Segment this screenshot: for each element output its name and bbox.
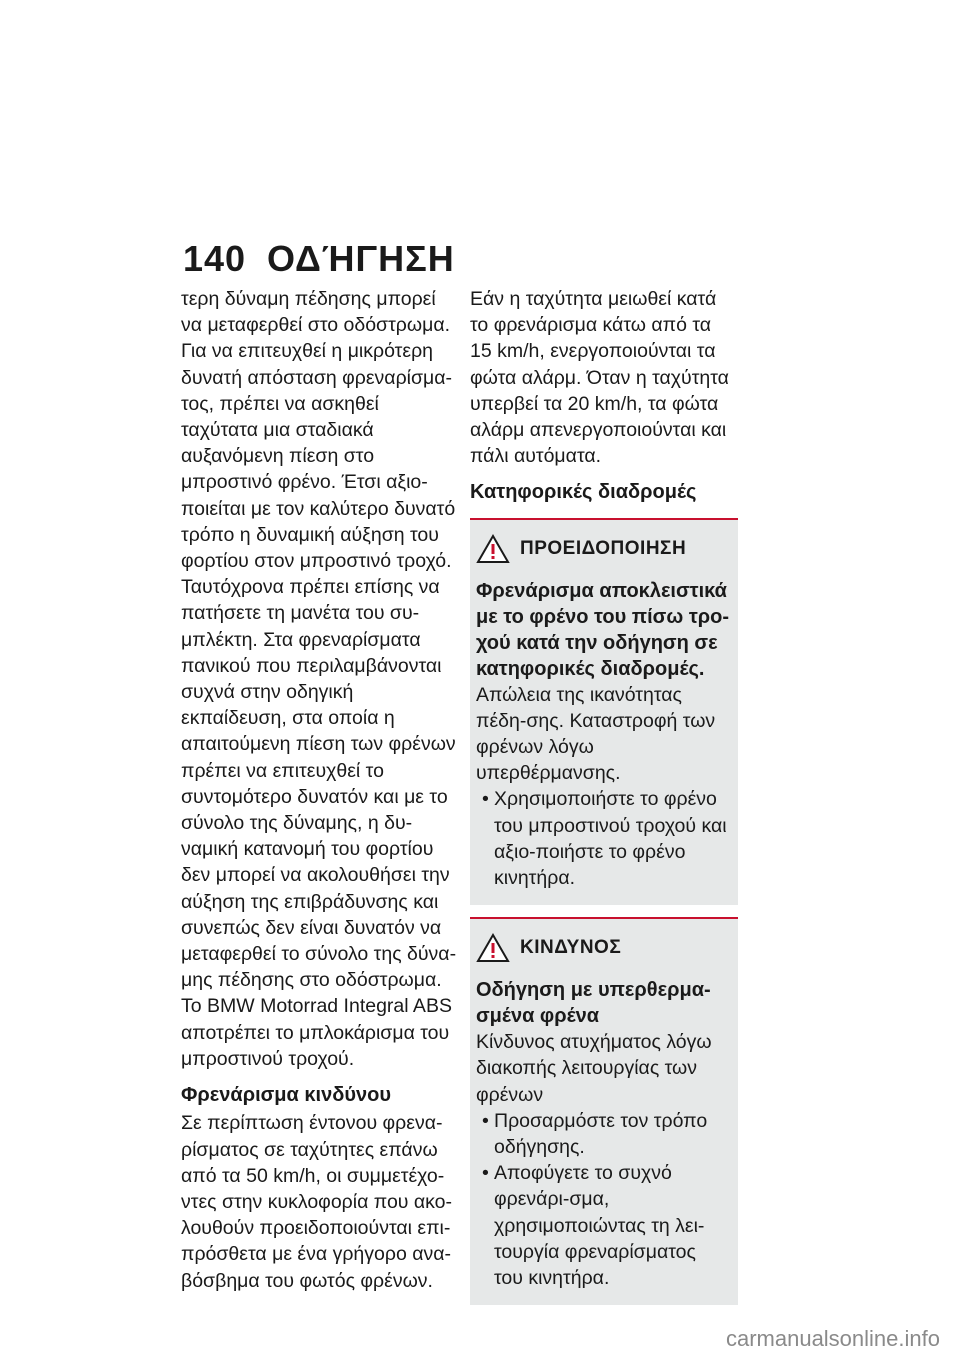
page-header: [183, 238, 455, 280]
left-paragraph-2: Για να επιτευχθεί η μικρότερη δυνατή απόσταση φρεναρίσμα-τος, πρέπει να ασκηθεί ταχύτατα μια σταδιακά αυξανόμενη πίεση στο μπροστινό φρένο. Έτσι αξιο-ποιείται με τον καλύτερο δυνατό τρόπο η δυναμική αύξηση του φορτίου στον μπροστινό τροχό. Ταυτόχρονα πρέπει επίσης να πατήσετε τη μανέτα του συ-μπλέκτη. Στα φρεναρίσματα πανικού που περιλαμβάνονται συχνά στην οδηγική εκπαίδευση, στα οποία η απαιτούμενη πίεση των φρένων πρέπει να επιτευχθεί το συντομότερο δυνατόν και με το σύνολο της δύναμης, η δυ-ναμική κατανομή του φορτίου δεν μπορεί να ακολουθήσει την αύξηση της επιβράδυνσης και συνεπώς δεν είναι δυνατόν να μεταφερθεί το σύνολο της δύνα-μης πέδησης στο οδόστρωμα.: [181, 340, 457, 992]
emergency-braking-heading: Φρενάρισμα κινδύνου: [181, 1084, 391, 1107]
warning-label-row: [470, 534, 730, 564]
danger-bullet-1: • Προσαρμόστε τον τρόπο οδήγησης.: [476, 1108, 730, 1160]
warning-bullet: • Χρησιμοποιήστε το φρένο του μπροστινού τροχού και αξιο-ποιήστε το φρένο κινητήρα.: [476, 786, 730, 891]
danger-bullet-2: • Αποφύγετε το συχνό φρενάρι-σμα, χρησιμοποιώντας τη λει-τουργία φρεναρίσματος του κινητήρα.: [476, 1160, 730, 1291]
warning-text: Απώλεια της ικανότητας πέδη-σης. Καταστροφή των φρένων λόγω υπερθέρμανσης.: [476, 683, 716, 785]
right-paragraph-1: Εάν η ταχύτητα μειωθεί κατά το φρενάρισμα κάτω από τα 15 km/h, ενεργοποιούνται τα φώτα αλάρμ. Όταν η ταχύτητα υπερβεί τα 20 km/h, τα φώτα αλάρμ απενεργοποιούνται και πάλι αυτόματα.: [470, 288, 729, 468]
danger-box: [470, 917, 738, 1305]
left-column: [181, 286, 457, 1294]
danger-label-row: [470, 933, 730, 963]
warning-triangle-icon: [476, 534, 510, 564]
page-number: 140: [183, 238, 247, 279]
warning-title: Φρενάρισμα αποκλειστικά με το φρένο του πίσω τρο-χού κατά την οδήγηση σε κατηφορικές διαδρομές.: [476, 579, 729, 680]
left-paragraph-3: Το BMW Motorrad Integral ABS αποτρέπει το μπλοκάρισμα του μπροστινού τροχού.: [181, 995, 452, 1070]
warning-box: [470, 518, 738, 906]
right-column: [470, 286, 738, 1305]
danger-label: ΚΙΝΔΥΝΟΣ: [520, 937, 622, 959]
section-title: ΟΔΉΓΗΣΗ: [267, 238, 455, 279]
downhill-heading: Κατηφορικές διαδρομές: [470, 481, 697, 504]
danger-title: Οδήγηση με υπερθερμα-σμένα φρένα: [476, 979, 711, 1028]
watermark-link[interactable]: carmanualsonline.info: [725, 1326, 940, 1351]
danger-text: Κίνδυνος ατυχήματος λόγω διακοπής λειτουργίας των φρένων: [476, 1031, 712, 1106]
danger-triangle-icon: [476, 933, 510, 963]
warning-label: ΠΡΟΕΙΔΟΠΟΙΗΣΗ: [520, 537, 687, 559]
left-paragraph-4: Σε περίπτωση έντονου φρενα-ρίσματος σε ταχύτητες επάνω από τα 50 km/h, οι συμμετέχο-ντες στην κυκλοφορία που ακο-λουθούν προειδοποιούνται επι-πρόσθετα με ένα γρήγορο ανα-βόσβημα του φωτός φρένων.: [181, 1112, 453, 1292]
left-paragraph-1: τερη δύναμη πέδησης μπορεί να μεταφερθεί στο οδόστρωμα.: [181, 288, 451, 337]
